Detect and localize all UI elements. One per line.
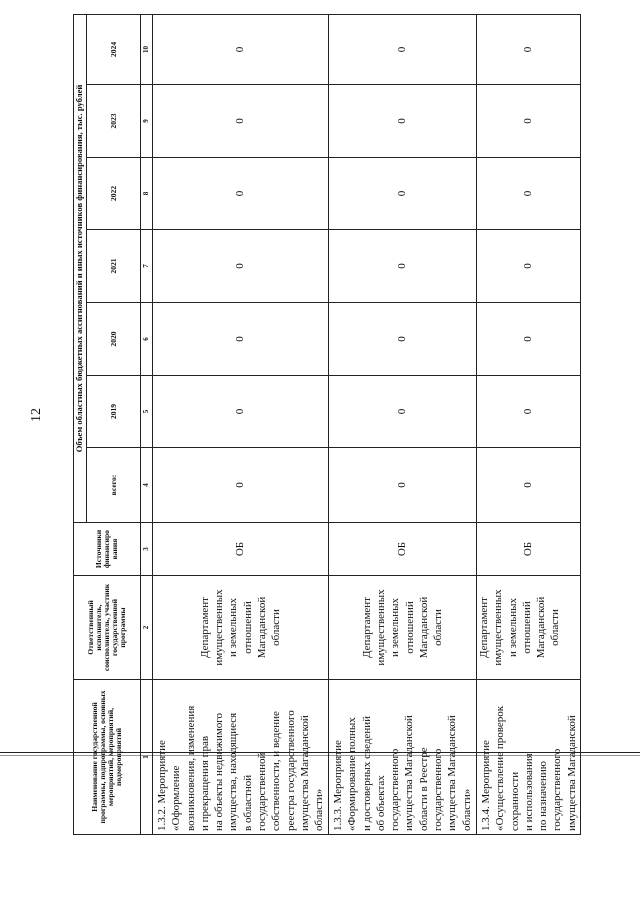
value-2024: 0: [477, 14, 581, 84]
activity-name: 1.3.3. Мероприятие «Формирование полных и достоверных сведений об объектах государственного имущества Магаданской области в Реестре государственного имущества Магаданской области»: [332, 715, 473, 831]
column-number: 10: [141, 14, 153, 84]
page-number: 12: [29, 408, 44, 422]
column-number: 4: [141, 448, 153, 523]
executor-name: Департамент имущественных и земельных отношений Магаданской области: [478, 589, 562, 666]
column-number: 9: [141, 85, 153, 158]
header-funding-group: Объем областных бюджетных ассигнований и иных источников финансирования, тыс. рублей: [74, 14, 87, 522]
header-year-2020: 2020: [87, 303, 141, 376]
executor-name: Департамент имущественных и земельных отношений Магаданской области: [360, 589, 445, 666]
header-year-2023: 2023: [87, 85, 141, 158]
funding-source: ОБ: [477, 523, 581, 576]
value-total: 0: [477, 448, 581, 523]
table-row: [477, 14, 581, 834]
header-executor: Ответственный исполнитель, соисполнитель, участник государственной программы: [74, 576, 141, 680]
value-2023: 0: [153, 85, 329, 158]
column-number: 8: [141, 158, 153, 230]
funding-source: ОБ: [153, 523, 329, 576]
activity-name: 1.3.2. Мероприятие «Оформление возникновения, изменения и прекращения прав на объекты недвижимого имущества, находящиеся в областной государственной собственности, и ведение реестра государственного имущества Магаданской области»: [156, 705, 326, 831]
value-2020: 0: [153, 303, 329, 376]
header-year-2019: 2019: [87, 376, 141, 448]
column-number: 6: [141, 303, 153, 376]
column-number: 1: [141, 680, 153, 835]
value-2020: 0: [329, 303, 477, 376]
value-2021: 0: [153, 230, 329, 303]
value-2021: 0: [477, 230, 581, 303]
header-year-2021: 2021: [87, 230, 141, 303]
table-row: [329, 14, 477, 834]
value-2021: 0: [329, 230, 477, 303]
rotated-document-page: [29, 15, 578, 835]
header-name: Наименование государственной программы, подпрограммы, основных мероприятий, мероприятий, подмероприятий: [74, 680, 141, 835]
value-2024: 0: [329, 14, 477, 84]
column-number: 2: [141, 576, 153, 680]
activity-name: 1.3.4. Мероприятие «Осуществление проверок сохранности и использования по назначению государственного имущества Магаданской: [480, 705, 578, 831]
column-number: 7: [141, 230, 153, 303]
value-2023: 0: [477, 85, 581, 158]
column-number: 3: [141, 523, 153, 576]
executor-name: Департамент имущественных и земельных отношений Магаданской области: [198, 589, 283, 666]
value-2019: 0: [329, 376, 477, 448]
value-2024: 0: [153, 14, 329, 84]
funding-table: [73, 14, 581, 835]
header-year-2024: 2024: [87, 14, 141, 84]
value-2022: 0: [153, 158, 329, 230]
value-2022: 0: [329, 158, 477, 230]
column-number: 5: [141, 376, 153, 448]
value-2019: 0: [153, 376, 329, 448]
table-row: [153, 14, 329, 834]
funding-source: ОБ: [329, 523, 477, 576]
header-source: Источники финансиро вания: [74, 523, 141, 576]
value-2020: 0: [477, 303, 581, 376]
header-year-2022: 2022: [87, 158, 141, 230]
value-2023: 0: [329, 85, 477, 158]
value-2019: 0: [477, 376, 581, 448]
value-2022: 0: [477, 158, 581, 230]
value-total: 0: [329, 448, 477, 523]
header-total: всего:: [87, 448, 141, 523]
value-total: 0: [153, 448, 329, 523]
